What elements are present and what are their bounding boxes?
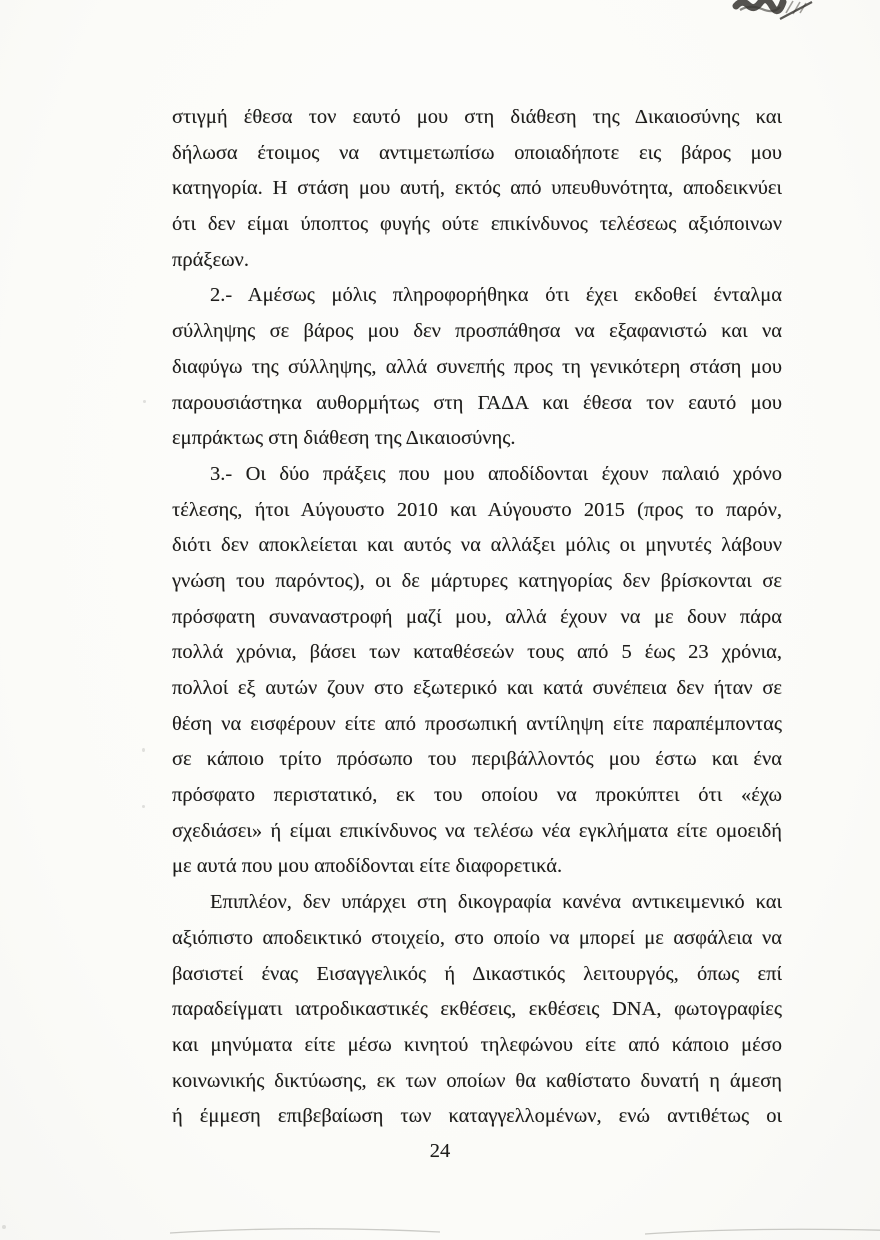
text-line: αξιόπιστο αποδεικτικό στοιχείο, στο οποίο να μπορεί με ασφάλεια να [172,926,782,949]
text-line-paragraph-start: Επιπλέον, δεν υπάρχει στη δικογραφία κανένα αντικειμενικό και [210,891,782,914]
handwritten-scribble-mark [728,0,848,28]
text-line: πολλά χρόνια, βάσει των καταθέσεών τους από 5 έως 23 χρόνια, [172,641,782,664]
text-line: κατηγορία. Η στάση μου αυτή, εκτός από υπευθυνότητα, αποδεικνύει [172,177,782,200]
text-line: παραδείγματι ιατροδικαστικές εκθέσεις, εκθέσεις DNA, φωτογραφίες [172,998,782,1021]
text-line: κοινωνικής δικτύωσης, εκ των οποίων θα καθίστατο δυνατή η άμεση [172,1069,782,1092]
text-line: ή έμμεση επιβεβαίωση των καταγγελλομένων, ενώ αντιθέτως οι [172,1105,782,1128]
text-line-paragraph-end: εμπράκτως στη διάθεση της Δικαιοσύνης. [172,427,516,450]
text-line: τέλεσης, ήτοι Αύγουστο 2010 και Αύγουστο 2015 (προς το παρόν, [172,498,782,521]
text-line: και μηνύματα είτε μέσω κινητού τηλεφώνου είτε από κάποιο μέσο [172,1033,782,1056]
scan-edge-artifact-lines [0,1218,880,1240]
text-line: πρόσφατο περιστατικό, εκ του οποίου να προκύπτει ότι «έχω [172,784,782,807]
text-line: σχεδιάσει» ή είμαι επικίνδυνος να τελέσω νέα εγκλήματα είτε ομοειδή [172,819,782,842]
text-line: διότι δεν αποκλείεται και αυτός να αλλάξει μόλις οι μηνυτές λάβουν [172,534,782,557]
text-line: παρουσιάστηκα αυθορμήτως στη ΓΑΔΑ και έθεσα τον εαυτό μου [172,391,782,414]
text-line: γνώση του παρόντος), οι δε μάρτυρες κατηγορίας δεν βρίσκονται σε [172,569,782,592]
text-line: θέση να εισφέρουν είτε από προσωπική αντίληψη είτε παραπέμποντας [172,712,782,735]
text-line: διαφύγω της σύλληψης, αλλά συνεπής προς τη γενικότερη στάση μου [172,355,782,378]
text-line: σε κάποιο τρίτο πρόσωπο του περιβάλλοντός μου έστω και ένα [172,748,782,771]
text-line-paragraph-start: 3.- Οι δύο πράξεις που μου αποδίδονται έχουν παλαιό χρόνο [210,462,782,485]
text-line-paragraph-end: με αυτά που μου αποδίδονται είτε διαφορετικά. [172,855,563,878]
text-line: πρόσφατη συναναστροφή μαζί μου, αλλά έχουν να με δουν πάρα [172,605,782,628]
text-line: σύλληψης σε βάρος μου δεν προσπάθησα να εξαφανιστώ και να [172,320,782,343]
page-number: 24 [429,1140,451,1162]
text-line-paragraph-end: πράξεων. [172,248,249,271]
scan-speck [143,400,146,403]
text-line: δήλωσα έτοιμος να αντιμετωπίσω οποιαδήποτε εις βάρος μου [172,141,782,164]
text-line: στιγμή έθεσα τον εαυτό μου στη διάθεση της Δικαιοσύνης και [172,106,782,128]
text-line-paragraph-start: 2.- Αμέσως μόλις πληροφορήθηκα ότι έχει εκδοθεί ένταλμα [210,284,782,307]
scan-speck [142,805,145,808]
document-text-block [172,100,782,1135]
scan-speck [142,748,145,752]
text-line: βασιστεί ένας Εισαγγελικός ή Δικαστικός λειτουργός, όπως επί [172,962,782,985]
text-line: πολλοί εξ αυτών ζουν στο εξωτερικό και κατά συνέπεια δεν ήταν σε [172,677,782,699]
text-line: ότι δεν είμαι ύποπτος φυγής ούτε επικίνδυνος τελέσεως αξιόποινων [172,213,782,236]
